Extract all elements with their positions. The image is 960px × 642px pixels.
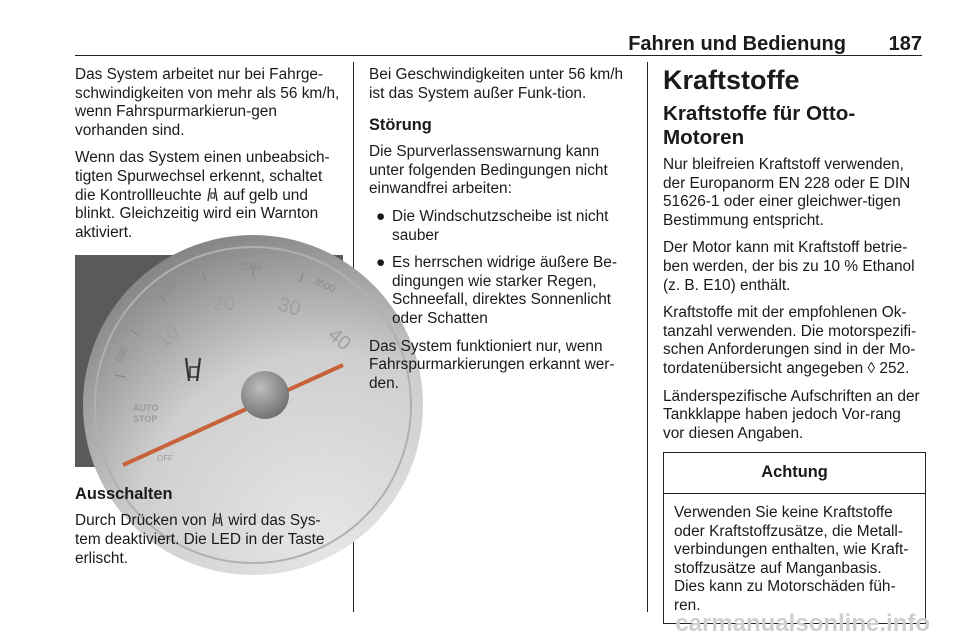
speed-10: 10: [152, 321, 185, 353]
paragraph-3: Durch Drücken von wird das Sys-tem deaktiviert. Die LED in der Taste erlischt.: [75, 512, 325, 567]
column-2: [369, 66, 637, 402]
paragraph-3: Das System funktioniert nur, wenn Fahrspurmarkierungen erkannt wer-den.: [369, 337, 615, 392]
auto-stop-label: AUTO STOP: [133, 403, 159, 425]
lane-departure-icon: [211, 512, 224, 527]
instrument-cluster-image: [75, 255, 355, 467]
paragraph-2: Die Spurverlassenswarnung kann unter folgenden Bedingungen nicht einwandfrei arbeiten:: [369, 143, 608, 198]
paragraph-1: Nur bleifreien Kraftstoff verwenden, der Europanorm EN 228 oder E DIN 51626-1 oder einer gleichwer-tigen Bestimmung entspricht.: [663, 156, 911, 229]
speed-30: 30: [275, 293, 303, 321]
heading-stoerung: Störung: [369, 116, 432, 135]
heading-otto-motoren: Kraftstoffe für Otto-Motoren: [663, 102, 856, 149]
column-divider-2: [647, 62, 648, 612]
header-rule: [75, 55, 922, 56]
paragraph-1: Das System arbeitet nur bei Fahrge-schwindigkeiten von mehr als 56 km/h, wenn Fahrspurmarkierun-gen vorhanden sind.: [75, 66, 340, 139]
tick-3500: 3500: [311, 276, 337, 296]
speed-40: 40: [323, 324, 355, 356]
paragraph-2: Wenn das System einen unbeabsich-tigten Spurwechsel erkennt, schaltet die Kontrollleuchte auf gelb und blinkt. Gleichzeitig wird ein Warnton aktiviert.: [75, 149, 330, 241]
column-3: [663, 66, 926, 624]
caution-title: Achtung: [664, 453, 925, 494]
paragraph-3: Kraftstoffe mit der empfohlenen Ok-tanzahl verwenden. Die motorspezifi-schen Anforderungen sind in der Mo-tordatenübersicht angegeben ◊ 252.: [663, 304, 917, 377]
tick-2500: 2500: [240, 262, 263, 274]
lane-departure-icon: [206, 187, 219, 202]
caution-body: Verwenden Sie keine Kraftstoffe oder Kraftstoffzusätze, die Metall-verbindungen enthalten, wie Kraft-stoffzusätze auf Manganbasis. Dies kann zu Motorschäden füh-ren.: [674, 503, 909, 614]
paragraph-1: Bei Geschwindigkeiten unter 56 km/h ist das System außer Funk-tion.: [369, 66, 624, 102]
speed-20: 20: [213, 293, 236, 316]
off-label: OFF: [157, 454, 173, 464]
column-1: [75, 66, 355, 577]
page-header: [0, 0, 960, 56]
list-item: ● Die Windschutzscheibe ist nicht sauber: [376, 207, 609, 244]
paragraph-2: Der Motor kann mit Kraftstoff betrie-ben werden, der bis zu 10 % Ethanol (z. B. E10) enthält.: [663, 239, 915, 294]
watermark: carmanualsonline.info: [675, 610, 930, 637]
page-number: 187: [888, 33, 922, 55]
tick-1500: 1500: [154, 280, 179, 304]
heading-kraftstoffe: Kraftstoffe: [663, 65, 800, 95]
running-title: Fahren und Bedienung: [628, 33, 846, 55]
heading-ausschalten: Ausschalten: [75, 485, 173, 504]
tick-500: 500: [114, 344, 131, 365]
gauge-photo: [75, 255, 355, 467]
list-item: ● Es herrschen widrige äußere Be-dingungen wie starker Regen, Schneefall, direktes Sonnenlicht oder Schatten: [376, 254, 617, 327]
caution-box: [663, 452, 926, 624]
paragraph-4: Länderspezifische Aufschriften an der Tankklappe haben jedoch Vor-rang vor diesen Angaben.: [663, 387, 920, 442]
